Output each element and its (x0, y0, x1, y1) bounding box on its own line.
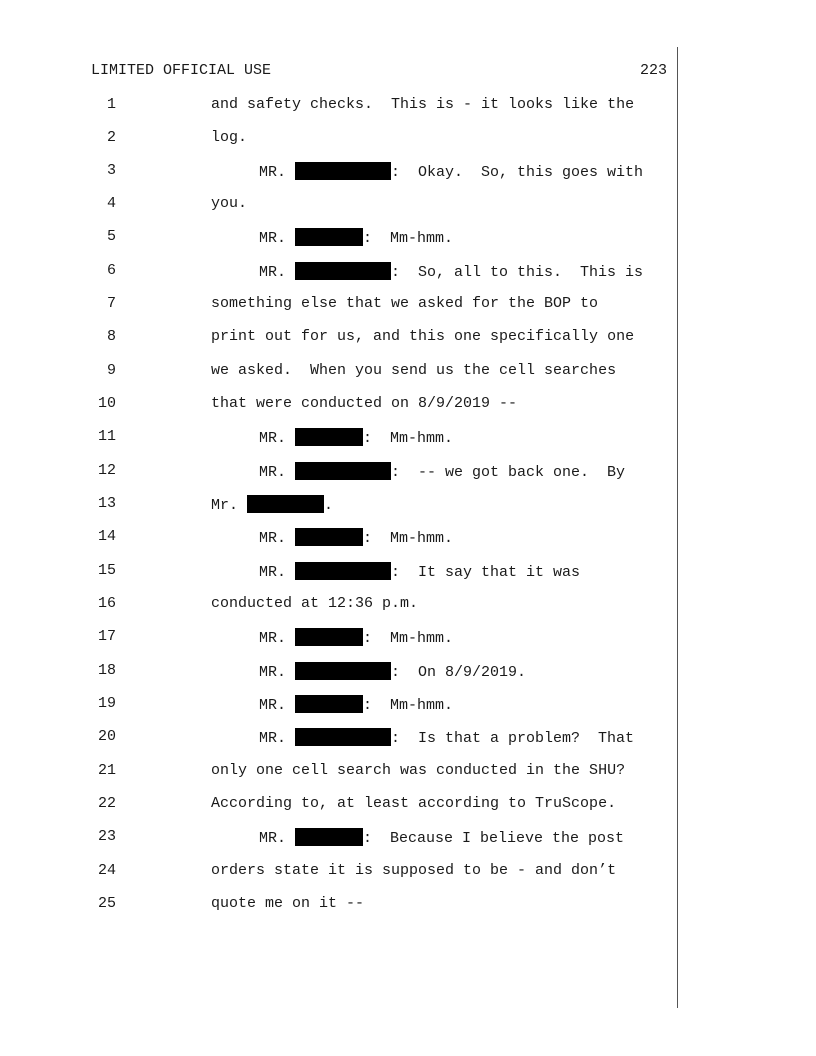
speaker-line (259, 262, 643, 282)
line-text: quote me on it -- (211, 895, 365, 912)
transcript-line (0, 495, 816, 513)
speaker-text: : Mm-hmm. (363, 530, 454, 547)
speaker-prefix: MR. (259, 530, 296, 547)
transcript-line (0, 528, 816, 546)
line-text: that were conducted on 8/9/2019 -- (211, 395, 518, 412)
line-text: orders state it is supposed to be - and don’t (211, 862, 617, 879)
line-number: 7 (106, 295, 116, 312)
transcript-line (0, 96, 816, 114)
speaker-text: : It say that it was (391, 564, 581, 581)
speaker-text: : So, all to this. This is (391, 264, 644, 281)
line-number: 14 (97, 528, 116, 545)
line-number: 16 (97, 595, 116, 612)
line-number: 4 (106, 195, 116, 212)
speaker-line (259, 462, 625, 482)
redaction-box (295, 428, 363, 446)
line-number: 15 (97, 562, 116, 579)
redaction-box (295, 662, 391, 680)
line-number: 13 (97, 495, 116, 512)
speaker-prefix: MR. (259, 830, 296, 847)
line-number: 24 (97, 862, 116, 879)
speaker-line (259, 628, 453, 648)
speaker-line (259, 662, 526, 682)
line-number: 20 (97, 728, 116, 745)
line-number: 23 (97, 828, 116, 845)
speaker-prefix: MR. (259, 664, 296, 681)
line-number: 10 (97, 395, 116, 412)
speaker-prefix: MR. (259, 697, 296, 714)
line-number: 21 (97, 762, 116, 779)
line-number: 6 (106, 262, 116, 279)
line-number: 3 (106, 162, 116, 179)
redaction-box (295, 695, 363, 713)
transcript-line (0, 628, 816, 646)
transcript-line (0, 428, 816, 446)
transcript-line (0, 595, 816, 613)
speaker-line (259, 428, 453, 448)
line-number: 12 (97, 462, 116, 479)
redaction-box (295, 828, 363, 846)
speaker-text: . (324, 497, 334, 514)
transcript-line (0, 862, 816, 880)
line-text: log. (211, 129, 248, 146)
line-number: 9 (106, 362, 116, 379)
redaction-box (295, 228, 363, 246)
transcript-line (0, 695, 816, 713)
speaker-prefix: MR. (259, 264, 296, 281)
transcript-line (0, 762, 816, 780)
classification-label: LIMITED OFFICIAL USE (91, 62, 272, 79)
speaker-text: : Mm-hmm. (363, 630, 454, 647)
line-number: 18 (97, 662, 116, 679)
line-number: 22 (97, 795, 116, 812)
transcript-line (0, 828, 816, 846)
line-number: 17 (97, 628, 116, 645)
speaker-prefix: MR. (259, 564, 296, 581)
transcript-line (0, 395, 816, 413)
line-text: conducted at 12:36 p.m. (211, 595, 419, 612)
speaker-prefix: MR. (259, 730, 296, 747)
redaction-box (295, 562, 391, 580)
speaker-prefix: MR. (259, 630, 296, 647)
line-number: 5 (106, 228, 116, 245)
line-number: 11 (97, 428, 116, 445)
speaker-text: : Mm-hmm. (363, 697, 454, 714)
speaker-text: : Okay. So, this goes with (391, 164, 644, 181)
redaction-box (295, 262, 391, 280)
line-number: 25 (97, 895, 116, 912)
transcript-line (0, 195, 816, 213)
speaker-line (259, 528, 453, 548)
line-text: and safety checks. This is - it looks like the (211, 96, 635, 113)
line-number: 8 (106, 328, 116, 345)
transcript-line (0, 728, 816, 746)
page-number: 223 (639, 62, 667, 79)
transcript-line (0, 129, 816, 147)
speaker-line (259, 162, 643, 182)
line-text: you. (211, 195, 248, 212)
line-number: 2 (106, 129, 116, 146)
speaker-text: : Mm-hmm. (363, 430, 454, 447)
redaction-box (295, 728, 391, 746)
transcript-line (0, 895, 816, 913)
speaker-text: : Mm-hmm. (363, 230, 454, 247)
redaction-box (295, 462, 391, 480)
speaker-line (211, 495, 333, 515)
transcript-line (0, 562, 816, 580)
line-text: print out for us, and this one specifically one (211, 328, 635, 345)
speaker-text: : Because I believe the post (363, 830, 625, 847)
transcript-line (0, 662, 816, 680)
transcript-line (0, 295, 816, 313)
speaker-text: : -- we got back one. By (391, 464, 626, 481)
line-text: something else that we asked for the BOP to (211, 295, 599, 312)
transcript-line (0, 795, 816, 813)
speaker-prefix: Mr. (211, 497, 248, 514)
line-number: 1 (106, 96, 116, 113)
speaker-line (259, 728, 634, 748)
redaction-box (295, 162, 391, 180)
speaker-prefix: MR. (259, 464, 296, 481)
transcript-line (0, 328, 816, 346)
transcript-line (0, 362, 816, 380)
speaker-line (259, 562, 580, 582)
redaction-box (295, 628, 363, 646)
speaker-prefix: MR. (259, 430, 296, 447)
speaker-line (259, 228, 453, 248)
line-text: only one cell search was conducted in the SHU? (211, 762, 626, 779)
line-text: we asked. When you send us the cell searches (211, 362, 617, 379)
line-number: 19 (97, 695, 116, 712)
transcript-line (0, 162, 816, 180)
redaction-box (295, 528, 363, 546)
redaction-box (247, 495, 324, 513)
speaker-prefix: MR. (259, 164, 296, 181)
page-header (91, 62, 667, 80)
transcript-line (0, 262, 816, 280)
line-text: According to, at least according to TruScope. (211, 795, 617, 812)
speaker-text: : Is that a problem? That (391, 730, 635, 747)
speaker-text: : On 8/9/2019. (391, 664, 527, 681)
transcript-line (0, 462, 816, 480)
speaker-prefix: MR. (259, 230, 296, 247)
transcript-line (0, 228, 816, 246)
speaker-line (259, 828, 624, 848)
speaker-line (259, 695, 453, 715)
